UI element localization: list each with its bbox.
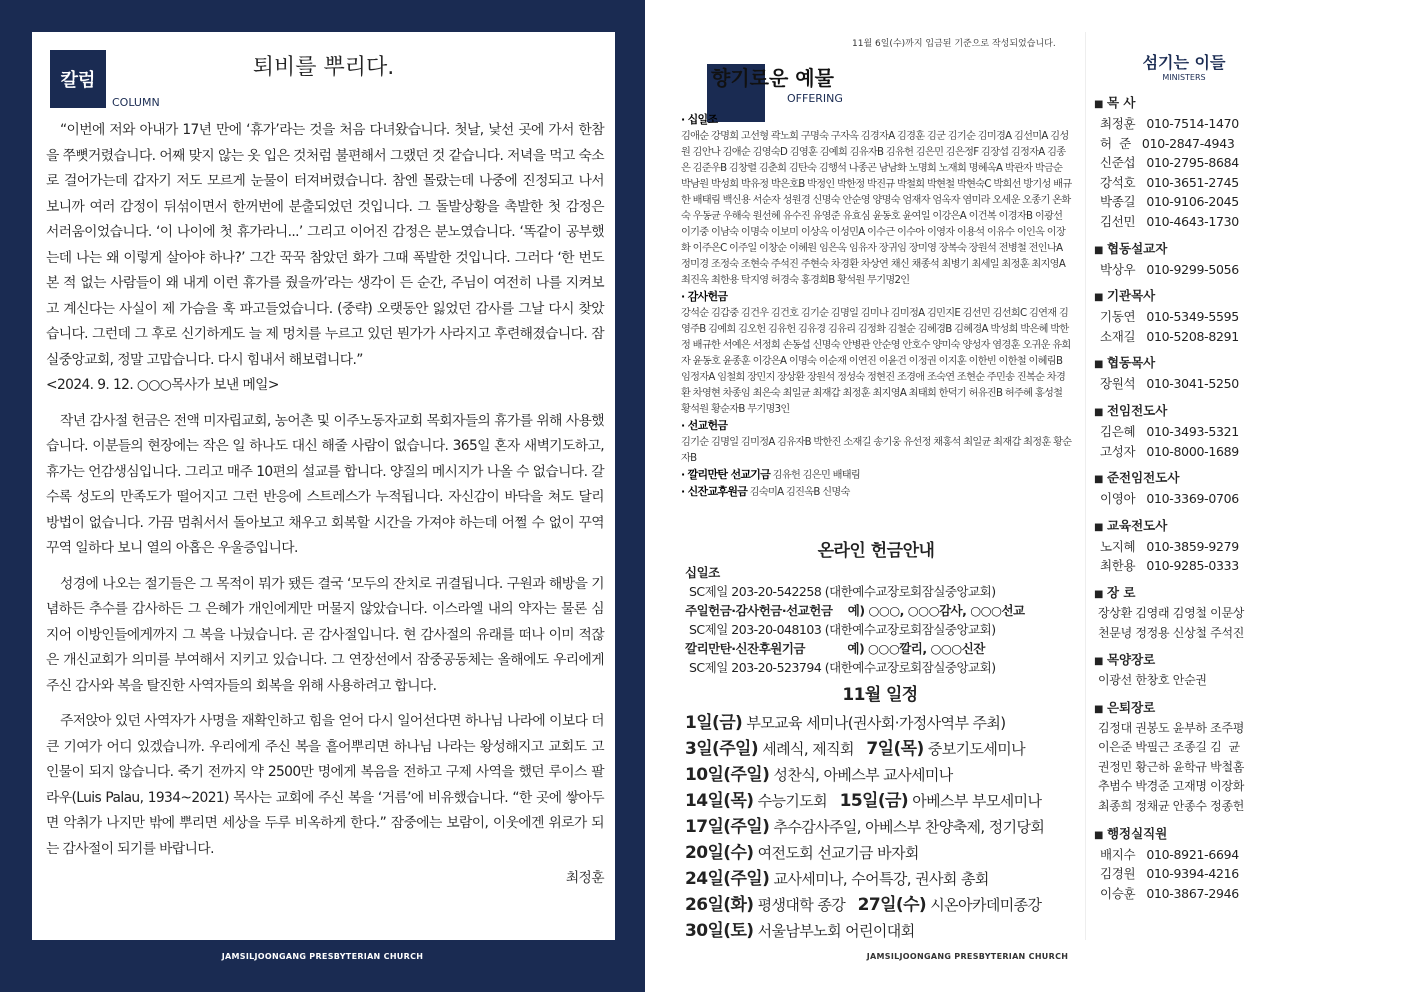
minister-contact: 최한용 010-9285-0333 xyxy=(1100,558,1239,574)
schedule-date: 10일(주일) xyxy=(685,765,770,785)
offering-page-frame xyxy=(645,0,1290,992)
schedule xyxy=(685,684,1075,944)
minister-contact: 박종길 010-9106-2045 xyxy=(1100,194,1239,210)
schedule-event: 성찬식, 아베스부 교사세미나 xyxy=(773,766,953,784)
column-signature: 최정훈 xyxy=(565,870,604,886)
giving-section-label: · 감사헌금 xyxy=(681,290,727,303)
schedule-date: 15일(금) xyxy=(839,791,909,811)
minister-contact: 김은혜 010-3493-5321 xyxy=(1100,423,1239,439)
minister-group xyxy=(1094,402,1282,461)
schedule-row xyxy=(685,840,1075,866)
column-email-source: <2024. 9. 12. ○○○목사가 보낸 메일> xyxy=(46,377,279,393)
minister-group-heading: ■ 행정실직원 xyxy=(1094,825,1282,845)
schedule-date: 14일(목) xyxy=(685,791,754,811)
schedule-date: 3일(주일) xyxy=(685,739,759,759)
minister-contact: 강석호 010-3651-2745 xyxy=(1100,174,1239,190)
schedule-date: 24일(주일) xyxy=(685,869,770,889)
schedule-row xyxy=(685,892,1075,918)
schedule-row xyxy=(685,736,1075,762)
online-label: 주일헌금·감사헌금·선교헌금 예) ○○○, ○○○감사, ○○○선교 xyxy=(685,603,1025,618)
elder-names: 최종희 정채균 안종수 정종헌 xyxy=(1098,799,1245,814)
giving-names: 강석순 김갑중 김건우 김건호 김기순 김명일 김미나 김미정A 김민지E 김선민 김선희C 김연재 김영주B 김예희 김오헌 김유헌 김유경 김유리 김정화 김철순 김혜경B 김혜경A 박성희 박은혜 박한정 배규한 서예은 서정희 손동섭 신명숙 안병관 안순영 안호수 양미숙 양성자 염경훈 오귀운 유희자 윤동호 윤종훈 이강은A 이명숙 이순재 이연진 이윤건 이정권 이지훈 이한빈 이한철 이혜림B 임정자A 임철희 장민지 장상환 장원석 정성숙 정현진 조경애 조숙연 조현순 주민송 진복순 차경환 차영현 차종임 최은숙 최일균 최재갑 최정훈 최지영A 최태희 한덕기 허유진B 허주혜 홍성철 황석원 황순자B 무기명3인 xyxy=(681,308,1071,415)
minister-group xyxy=(1094,584,1282,643)
minister-contact: 김경원 010-9394-4216 xyxy=(1100,866,1239,882)
schedule-date: 30일(토) xyxy=(685,921,754,941)
schedule-date: 27일(수) xyxy=(857,895,927,915)
giving-names: 김애순 강명희 고선형 곽노희 구명숙 구자옥 김경자A 김경훈 김군 김기순 김미경A 김선미A 김성원 김안나 김애순 김영숙D 김영훈 김예희 김유자B 김유헌 김은민 김은정F 김장섭 김정자A 김종은 김준우B 김창렬 김춘희 김탄숙 김행석 나종곤 남남화 노명희 노재희 명혜옥A 박관자 박금순 박남원 박성희 박유정 박은호B 박정인 박한정 박진규 박철희 박현철 박현숙C 박희선 방기성 배규한 배태림 백신용 서순자 성원경 신명숙 안순영 양명숙 엄재자 엄옥자 염미라 오세운 오종기 온화숙 우동균 우해숙 원선혜 유수진 유영준 유효심 윤동호 윤여일 이강은A 이건복 이경자B 이광선 이기중 이남숙 이명숙 이보미 이상옥 이성민A 이수근 이수아 이영자 이용석 이유수 이인옥 이장화 이주은C 이주일 이창순 이혜원 임은옥 임유자 장귀임 장미영 장복숙 장원석 전병철 전인나A 정미경 조정숙 조현숙 주석진 주현숙 차경환 차상연 채신 채종석 최병기 최세일 최정훈 최지영A 최진옥 최한용 탁지영 허경숙 홍경희B 황석원 무기명2인 xyxy=(681,131,1072,286)
giving-section-label: · 선교헌금 xyxy=(681,419,727,432)
schedule-row xyxy=(685,866,1075,892)
column-page xyxy=(32,32,615,940)
schedule-event: 추수감사주일, 아베스부 찬양축제, 정기당회 xyxy=(773,818,1045,836)
schedule-date: 20일(수) xyxy=(685,843,754,863)
schedule-date: 17일(주일) xyxy=(685,817,770,837)
giving-section xyxy=(681,112,1073,289)
minister-group xyxy=(1094,517,1282,576)
minister-contact: 허 준 010-2847-4943 xyxy=(1100,135,1235,151)
ministers-subtitle: MINISTERS xyxy=(1162,73,1206,82)
column-paragraph: 주저앉아 있던 사역자가 사명을 재확인하고 힘을 얻어 다시 일어선다면 하나님 나라에 이보다 더 큰 기여가 어디 있겠습니까. 우리에게 주신 복을 흩어뿌리면 하나님 나라는 왕성해지고 교회도 고인물이 되지 않습니다. 죽기 전까지 약 2500만 명에게 복음을 전하고 구제 사역을 했던 루이스 팔라우(Luis Palau, 1934~2021) 목사는 교회에 주신 복을 ‘거름’에 비유했습니다. “한 곳에 쌓아두면 악취가 나지만 밖에 뿌리면 세상을 두루 비옥하게 한다.” 잠중에는 보람이, 이웃에겐 위로가 되는 감사절이 되기를 바랍니다. xyxy=(46,713,604,857)
schedule-date: 1일(금) xyxy=(685,713,743,733)
giving-names: 김숙미A 김진옥B 신명숙 xyxy=(749,487,850,498)
schedule-event: 평생대학 종강 xyxy=(757,896,846,914)
schedule-row xyxy=(685,814,1075,840)
minister-group-heading: ■ 은퇴장로 xyxy=(1094,699,1282,719)
online-account: SC제일 203-20-542258 (대한예수교장로회잠실중앙교회) xyxy=(689,584,996,599)
schedule-event: 아베스부 부모세미나 xyxy=(912,792,1042,810)
elder-names: 김정대 권봉도 윤부하 조주평 xyxy=(1098,720,1245,735)
footer-church-name: JAMSILJOONGANG PRESBYTERIAN CHURCH xyxy=(221,952,424,961)
schedule-row xyxy=(685,710,1075,736)
giving-section xyxy=(681,418,1073,467)
online-title: 온라인 헌금안내 xyxy=(817,541,935,561)
giving-section xyxy=(681,484,1073,501)
giving-section-label: · 신잔교후원금 xyxy=(681,485,747,498)
minister-group xyxy=(1094,651,1282,691)
offering-title-text: 향기로운 예물 xyxy=(711,66,834,90)
minister-group-heading: ■ 협동목사 xyxy=(1094,354,1282,374)
minister-contact: 소재길 010-5208-8291 xyxy=(1100,328,1239,344)
giving-section-label: · 깔리만탄 선교기금 xyxy=(681,468,770,481)
minister-contact: 고성자 010-8000-1689 xyxy=(1100,443,1239,459)
column-body xyxy=(46,118,604,892)
minister-contact: 최정훈 010-7514-1470 xyxy=(1100,116,1239,131)
column-paragraph: “이번에 저와 아내가 17년 만에 ‘휴가’라는 것을 처음 다녀왔습니다. 첫날, 낯선 곳에 가서 한참을 쭈뼛거렸습니다. 어째 맞지 않는 옷 입은 것처럼 불편해서 그랬던 것 같습니다. 저녁을 먹고 숙소로 걸어가는데 갑자기 저도 모르게 눈물이 터져버렸습니다. 참엔 몰랐는데 나중에 진정되고 나서 보니까 여러 감정이 뒤섞이면서 한꺼번에 분출되었던 것입니다. 그 돌발상황을 촉발한 첫 감정은 서러움이었습니다. ‘이 나이에 첫 휴가라니...’ 그리고 이어진 감정은 분노였습니다. ‘똑같이 공부했는데 나는 왜 이렇게 살아야 하나?’ 그간 꾹꾹 참았던 화가 그때 폭발한 것입니다. 그러다 ‘한 번도 본 적 없는 사람들이 왜 내게 이런 휴가를 줬을까’라는 생각이 든 순간, 주님이 여전히 나를 지켜보고 계신다는 사실이 제 가슴을 훅 파고들었습니다. (중략) 오랫동안 잃었던 감사를 그날 다시 찾았습니다. 그런데 그 후로 신기하게도 늘 제 멍치를 누르고 있던 뭔가가 사라지고 후련해졌습니다. 잠실중앙교회, 정말 고맙습니다. 다시 힘내서 해보렵니다.” xyxy=(46,122,604,368)
minister-contact: 신준섭 010-2795-8684 xyxy=(1100,155,1239,171)
elder-names: 추범수 박경준 고재명 이장화 xyxy=(1098,779,1245,794)
column-badge: 칼럼 xyxy=(50,50,106,108)
minister-group-heading: ■ 목 사 xyxy=(1094,94,1282,114)
minister-contact: 장원석 010-3041-5250 xyxy=(1100,376,1239,392)
schedule-date: 7일(목) xyxy=(866,739,924,759)
minister-contact: 박상우 010-9299-5056 xyxy=(1100,261,1239,277)
minister-contact: 이승훈 010-3867-2946 xyxy=(1100,885,1239,901)
schedule-event: 서울남부노회 어린이대회 xyxy=(757,922,915,940)
giving-names: 김유헌 김은민 배태림 xyxy=(772,470,861,481)
minister-contact: 이영아 010-3369-0706 xyxy=(1100,491,1239,507)
giving-section-label: · 십일조 xyxy=(681,113,717,126)
online-account: SC제일 203-20-523794 (대한예수교장로회잠실중앙교회) xyxy=(689,660,996,675)
minister-group xyxy=(1094,469,1282,509)
schedule-row xyxy=(685,762,1075,788)
minister-contact: 기동연 010-5349-5595 xyxy=(1100,309,1239,325)
minister-group-heading: ■ 교육전도사 xyxy=(1094,517,1282,537)
schedule-event: 중보기도세미나 xyxy=(927,740,1026,758)
online-giving-info xyxy=(677,542,1075,677)
offering-panel xyxy=(677,32,1075,940)
minister-group xyxy=(1094,825,1282,904)
minister-group xyxy=(1094,287,1282,346)
spacer xyxy=(854,740,867,758)
online-label: 십일조 xyxy=(685,565,720,580)
minister-group-heading: ■ 협동설교자 xyxy=(1094,240,1282,260)
elder-names: 권정민 황근하 윤학규 박철홈 xyxy=(1098,759,1245,774)
schedule-event: 교사세미나, 수어특강, 권사회 총회 xyxy=(773,870,989,888)
giving-section xyxy=(681,289,1073,418)
minister-group xyxy=(1094,354,1282,394)
column-subtitle: COLUMN xyxy=(112,96,160,109)
column-page-frame xyxy=(0,0,645,992)
schedule-event: 여전도회 선교기금 바자회 xyxy=(757,844,919,862)
minister-group xyxy=(1094,240,1282,280)
online-label: 깔리만탄·신잔후원기금 예) ○○○깔리, ○○○신잔 xyxy=(685,641,985,656)
offering-subtitle: OFFERING xyxy=(787,92,843,105)
minister-group-heading: ■ 전임전도사 xyxy=(1094,402,1282,422)
giving-list xyxy=(681,112,1073,501)
minister-group-heading: ■ 목양장로 xyxy=(1094,651,1282,671)
schedule-rows xyxy=(685,710,1075,944)
schedule-row xyxy=(685,788,1075,814)
online-account: SC제일 203-20-048103 (대한예수교장로회잠실중앙교회) xyxy=(689,622,996,637)
offering-note: 11월 6일(수)까지 입금된 기준으로 작성되었습니다. xyxy=(852,39,1056,49)
elder-names: 이광선 한창호 안순권 xyxy=(1098,673,1207,688)
minister-contact: 김선민 010-4643-1730 xyxy=(1100,213,1239,229)
column-paragraph: 성경에 나오는 절기들은 그 목적이 뭐가 됐든 결국 ‘모두의 잔치로 귀결됩니다. 구원과 해방을 기념하든 추수를 감사하든 그 은혜가 개인에게만 머물지 않았습니다. 이스라엘 내의 약자는 물론 심지어 이방인들에게까지 그 복을 나눴습니다. 곧 감사절입니다. 현 감사절의 유래를 떠나 이미 적잖은 개신교회가 의미를 부여해서 지키고 있습니다. 그 연장선에서 잠중공동체는 올해에도 우리에게 주신 감사와 복을 탈진한 사역자들의 회복을 위해 사용하려고 합니다. xyxy=(46,575,604,694)
ministers-groups xyxy=(1086,94,1282,903)
elder-names: 이은준 박필근 조종길 김 균 xyxy=(1098,740,1240,755)
page-margin xyxy=(1290,0,1403,992)
giving-names: 김기순 김명일 김미정A 김유자B 박한진 소재길 송기웅 유선정 채홍석 최일균 최재갑 최정훈 황순자B xyxy=(681,437,1072,464)
giving-section xyxy=(681,467,1073,484)
minister-group xyxy=(1094,94,1282,232)
schedule-event: 세례식, 제직회 xyxy=(762,740,854,758)
schedule-date: 26일(화) xyxy=(685,895,754,915)
minister-group-heading: ■ 기관목사 xyxy=(1094,287,1282,307)
column-paragraph: 작년 감사절 헌금은 전액 미자립교회, 농어촌 및 이주노동자교회 목회자들의 휴가를 위해 사용했습니다. 이분들의 현장에는 작은 일 하나도 대신 해줄 사람이 없습니다. 365일 혼자 새벽기도하고, 휴가는 언감생심입니다. 그리고 매주 10편의 설교를 합니다. 양질의 메시지가 나올 수 없습니다. 갈수록 성도의 만족도가 떨어지고 그런 반응에 스트레스가 누적됩니다. 자신감이 바닥을 쳐도 달리 방법이 없습니다. 가끔 멈춰서서 돌아보고 채우고 회복할 시간을 가져야 하는데 어쩔 수 없이 꾸역꾸역 일하다 보니 열의 아홉은 우울증입니다. xyxy=(46,412,604,556)
minister-group-heading: ■ 준전임전도사 xyxy=(1094,469,1282,489)
column-title: 퇴비를 뿌리다. xyxy=(252,55,395,80)
footer-church-name: JAMSILJOONGANG PRESBYTERIAN CHURCH xyxy=(866,952,1069,961)
elder-names: 장상환 김영래 김영철 이문상 xyxy=(1098,605,1245,620)
minister-contact: 배지수 010-8921-6694 xyxy=(1100,846,1239,862)
spacer xyxy=(845,896,858,914)
schedule-event: 부모교육 세미나(권사회·가정사역부 주최) xyxy=(746,714,1006,732)
schedule-title: 11월 일정 xyxy=(842,685,918,705)
schedule-event: 시온아카데미종강 xyxy=(930,896,1042,914)
spacer xyxy=(827,792,840,810)
schedule-event: 수능기도회 xyxy=(757,792,828,810)
ministers-title: 섬기는 이들 xyxy=(1142,53,1226,72)
schedule-row xyxy=(685,918,1075,944)
elder-names: 천문녕 정정용 신상철 주석진 xyxy=(1098,625,1245,640)
minister-contact: 노지혜 010-3859-9279 xyxy=(1100,538,1239,554)
ministers-panel xyxy=(1085,32,1282,940)
minister-group xyxy=(1094,699,1282,817)
minister-group-heading: ■ 장 로 xyxy=(1094,584,1282,604)
